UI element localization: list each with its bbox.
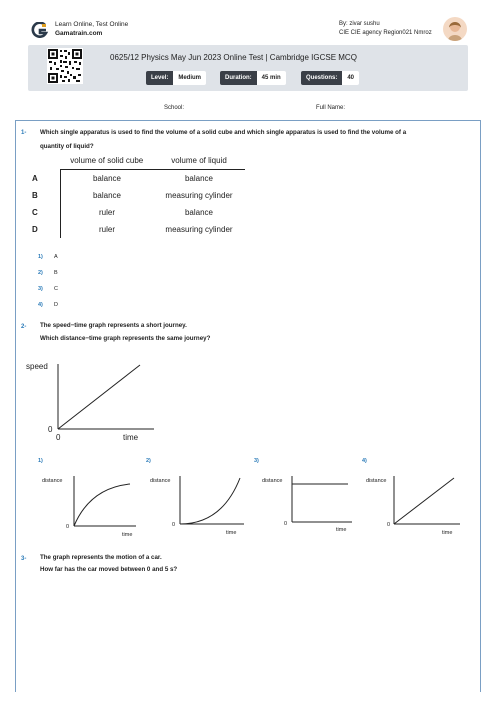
svg-text:0: 0 [387, 522, 391, 528]
question-2-option-3-number[interactable]: 3) [254, 458, 259, 464]
level-badge [146, 71, 206, 85]
question-1-text-line1: Which single apparatus is used to find the volume of a solid cube and which single apparatus is used to find the volume of a [40, 129, 407, 136]
questions-value: 40 [342, 71, 359, 85]
constant-speed-line [394, 478, 454, 524]
level-label: Level: [146, 71, 173, 85]
graph-ylabel: speed [26, 362, 48, 371]
question-1-text-line2: quantity of liquid? [40, 143, 94, 150]
svg-text:distance: distance [150, 478, 171, 484]
question-3-text-line1: The graph represents the motion of a car. [40, 554, 162, 561]
author-affiliation: CIE CIE agency Region021 Nmroz [339, 30, 432, 36]
svg-text:distance: distance [42, 478, 63, 484]
level-value: Medium [173, 71, 206, 85]
question-2-text-line1: The speed−time graph represents a short journey. [40, 322, 187, 329]
svg-text:time: time [442, 530, 453, 536]
speed-time-graph [20, 352, 160, 446]
table-row: B balance measuring cylinder [20, 187, 245, 204]
curve-decelerating [74, 484, 130, 526]
svg-text:0: 0 [284, 521, 288, 527]
table-row: C ruler balance [20, 204, 245, 221]
qr-code-icon[interactable] [47, 48, 83, 84]
questions-label: Questions: [301, 71, 342, 85]
page-border-left [15, 120, 16, 692]
table-row: A balance balance [20, 170, 245, 188]
question-3-number: 3- [21, 556, 27, 562]
author-avatar [443, 17, 467, 41]
author-name: By: zivar sushu [339, 21, 380, 27]
question-1-answer-table [20, 152, 245, 238]
test-title: 0625/12 Physics May Jun 2023 Online Test | Cambridge IGCSE MCQ [110, 53, 357, 62]
column-header-solid-cube: volume of solid cube [61, 152, 154, 170]
question-2-option-3-graph[interactable] [256, 470, 356, 542]
curve-accelerating [180, 478, 240, 524]
duration-value: 45 min [257, 71, 286, 85]
question-2-text-line2: Which distance−time graph represents the same journey? [40, 335, 211, 342]
duration-label: Duration: [220, 71, 257, 85]
svg-text:time: time [226, 530, 237, 536]
svg-text:time: time [336, 527, 347, 533]
table-header-row [20, 152, 245, 170]
svg-text:distance: distance [262, 478, 283, 484]
graph-xlabel: time [123, 433, 139, 442]
gamatrain-logo-icon [31, 22, 49, 38]
question-2-option-4-number[interactable]: 4) [362, 458, 367, 464]
brand-tagline: Learn Online, Test Online [55, 21, 129, 28]
question-2-option-1-graph[interactable] [40, 470, 140, 542]
question-2-option-1-number[interactable]: 1) [38, 458, 43, 464]
fullname-field-label: Full Name: [316, 105, 346, 111]
question-3-text-line2: How far has the car moved between 0 and 5 s? [40, 566, 178, 573]
speed-line [58, 365, 140, 429]
question-1-option-4[interactable]: 4) D [38, 302, 58, 308]
svg-text:0: 0 [172, 522, 176, 528]
column-header-liquid: volume of liquid [153, 152, 245, 170]
svg-text:0: 0 [66, 524, 70, 530]
origin-x-label: 0 [56, 433, 61, 442]
question-1-option-3[interactable]: 3) C [38, 286, 58, 292]
question-1-option-2[interactable]: 2) B [38, 270, 58, 276]
questions-badge [301, 71, 359, 85]
question-2-number: 2- [21, 324, 27, 330]
question-2-option-4-graph[interactable] [364, 470, 464, 542]
brand-site-link[interactable]: Gamatrain.com [55, 30, 103, 37]
page-border-right [480, 120, 481, 692]
question-1-number: 1- [21, 130, 27, 136]
origin-y-label: 0 [48, 425, 53, 434]
question-2-option-2-graph[interactable] [148, 470, 248, 542]
header-divider [15, 120, 481, 121]
svg-text:distance: distance [366, 478, 387, 484]
school-field-label: School: [164, 105, 185, 111]
question-2-option-2-number[interactable]: 2) [146, 458, 151, 464]
duration-badge [220, 71, 286, 85]
svg-text:time: time [122, 532, 133, 538]
table-row: D ruler measuring cylinder [20, 221, 245, 238]
question-1-option-1[interactable]: 1) A [38, 254, 58, 260]
avatar-portrait-icon [443, 17, 467, 41]
